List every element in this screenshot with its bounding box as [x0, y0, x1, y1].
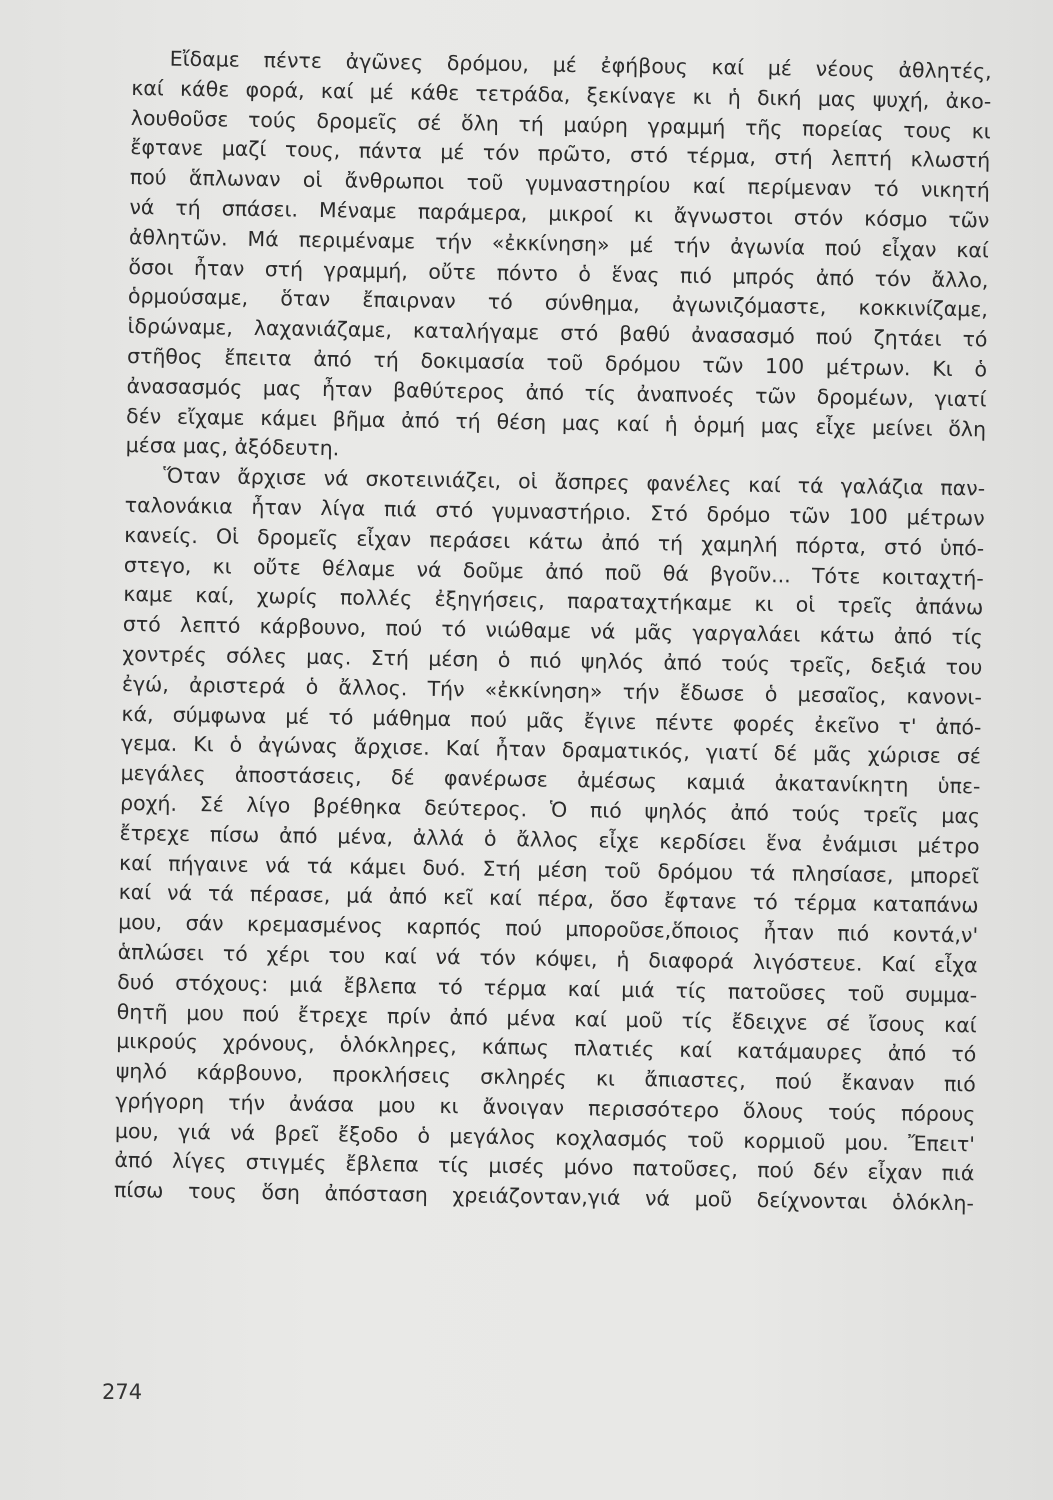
text-line: γρήγορη τήν ἀνάσα μου κι ἄνοιγαν περισσότερο ὅλους τούς πόρους	[115, 1088, 976, 1127]
text-line: ταλονάκια ἦταν λίγα πιά στό γυμναστήριο. Στό δρόμο τῶν 100 μέτρων	[124, 492, 985, 531]
text-line: ψηλό κάρβουνο, προκλήσεις σκληρές κι ἄπιαστες, πού ἔκαναν πιό	[115, 1058, 976, 1097]
text-line: Ὅταν ἄρχισε νά σκοτεινιάζει, οἱ ἄσπρες φανέλες καί τά γαλάζια παν-	[163, 463, 986, 501]
text-line: κά, σύμφωνα μέ τό μάθημα πού μᾶς ἔγινε πέντε φορές ἐκεῖνο τ' ἀπό-	[121, 701, 982, 739]
text-line: πού ἅπλωναν οἱ ἄνθρωποι τοῦ γυμναστηρίου καί περίμεναν τό νικητή	[129, 165, 990, 203]
text-line: μου, σάν κρεμασμένος καρπός πού μποροῦσε,ὅποιος ἦταν πιό κοντά,ν'	[118, 910, 979, 948]
text-line: δέν εἴχαμε κάμει βῆμα ἀπό τή θέση μας καί ἡ ὁρμή μας εἶχε μείνει ὅλη	[125, 403, 987, 442]
text-line: Εἴδαμε πέντε ἀγῶνες δρόμου, μέ ἐφήβους καί μέ νέους ἀθλητές,	[169, 46, 992, 84]
text-line: καμε καί, χωρίς πολλές ἐξηγήσεις, παραταχτήκαμε κι οἱ τρεῖς ἀπάνω	[123, 582, 984, 620]
text-line: ὁρμούσαμε, ὅταν ἔπαιρναν τό σύνθημα, ἀγωνιζόμαστε, κοκκινίζαμε,	[127, 284, 989, 322]
text-line: λουθοῦσε τούς δρομεῖς σέ ὅλη τή μαύρη γραμμή τῆς πορείας τους κι	[130, 105, 991, 144]
body-text	[114, 44, 992, 1219]
text-line: νά τή σπάσει. Μέναμε παράμερα, μικροί κι ἄγνωστοι στόν κόσμο τῶν	[129, 194, 990, 233]
text-line: μικρούς χρόνους, ὁλόκληρες, κάπως πλατιές καί κατάμαυρες ἀπό τό	[116, 1029, 977, 1067]
text-line: ἱδρώναμε, λαχανιάζαμε, καταλήγαμε στό βαθύ ἀνασασμό πού ζητάει τό	[127, 314, 988, 352]
text-line: μου, γιά νά βρεῖ ἔξοδο ὁ μεγάλος κοχλασμός τοῦ κορμιοῦ μου. Ἔπειτ'	[114, 1118, 976, 1157]
text-line: στό λεπτό κάρβουνο, πού τό νιώθαμε νά μᾶς γαργαλάει κάτω ἀπό τίς	[122, 612, 983, 650]
text-line: ἀνασασμός μας ἦταν βαθύτερος ἀπό τίς ἀναπνοές τῶν δρομέων, γιατί	[126, 373, 987, 412]
text-line: πίσω τους ὅση ἀπόσταση χρειάζονταν,γιά νά μοῦ δείχνονται ὁλόκλη-	[113, 1178, 975, 1216]
text-line: ἀπό λίγες στιγμές ἔβλεπα τίς μισές μόνο πατοῦσες, πού δέν εἶχαν πιά	[114, 1148, 975, 1186]
text-line: ἔτρεχε πίσω ἀπό μένα, ἀλλά ὁ ἄλλος εἶχε κερδίσει ἕνα ἐνάμισι μέτρο	[119, 820, 980, 859]
text-line: ὅσοι ἦταν στή γραμμή, οὔτε πόντο ὁ ἕνας πιό μπρός ἀπό τόν ἄλλο,	[128, 254, 989, 293]
page-number: 274	[102, 1380, 143, 1404]
text-line: χοντρές σόλες μας. Στή μέση ὁ πιό ψηλός ἀπό τούς τρεῖς, δεξιά του	[122, 641, 983, 680]
text-line: ἐγώ, ἀριστερά ὁ ἄλλος. Τήν «ἐκκίνηση» τήν ἔδωσε ὁ μεσαῖος, κανονι-	[121, 671, 983, 710]
text-line: στῆθος ἔπειτα ἀπό τή δοκιμασία τοῦ δρόμου τῶν 100 μέτρων. Κι ὁ	[126, 343, 988, 382]
text-line: γεμα. Κι ὁ ἀγώνας ἄρχισε. Καί ἦταν δραματικός, γιατί δέ μᾶς χώρισε σέ	[120, 731, 982, 769]
text-line: καί κάθε φορά, καί μέ κάθε τετράδα, ξεκίναγε κι ἡ δική μας ψυχή, ἀκο-	[131, 75, 992, 114]
text-line: στεγο, κι οὔτε θέλαμε νά δοῦμε ἀπό ποῦ θά βγοῦν... Τότε κοιταχτή-	[123, 552, 984, 590]
text-line: κανείς. Οἱ δρομεῖς εἶχαν περάσει κάτω ἀπό τή χαμηλή πόρτα, στό ὑπό-	[124, 522, 985, 561]
text-line: ροχή. Σέ λίγο βρέθηκα δεύτερος. Ὁ πιό ψηλός ἀπό τούς τρεῖς μας	[119, 790, 981, 829]
text-line: θητῆ μου πού ἔτρεχε πρίν ἀπό μένα καί μοῦ τίς ἔδειχνε σέ ἴσους καί	[116, 999, 977, 1037]
text-line: μεγάλες ἀποστάσεις, δέ φανέρωσε ἀμέσως καμιά ἀκατανίκητη ὑπε-	[120, 761, 981, 799]
text-line: ἔφτανε μαζί τους, πάντα μέ τόν πρῶτο, στό τέρμα, στή λεπτή κλωστή	[130, 135, 991, 173]
text-line: ἁπλώσει τό χέρι του καί νά τόν κόψει, ἡ διαφορά λιγόστευε. Καί εἶχα	[117, 939, 978, 978]
text-line: μέσα μας, ἀξόδευτη.	[125, 433, 340, 461]
text-line: δυό στόχους: μιά ἔβλεπα τό τέρμα καί μιά τίς πατοῦσες τοῦ συμμα-	[117, 969, 978, 1008]
text-line: καί πήγαινε νά τά κάμει δυό. Στή μέση τοῦ δρόμου τά πλησίασε, μπορεῖ	[118, 850, 980, 888]
text-line: ἀθλητῶν. Μά περιμέναμε τήν «ἐκκίνηση» μέ τήν ἀγωνία πού εἶχαν καί	[128, 224, 990, 263]
text-line: καί νά τά πέρασε, μά ἀπό κεῖ καί πέρα, ὅσο ἔφτανε τό τέρμα καταπάνω	[118, 880, 979, 918]
